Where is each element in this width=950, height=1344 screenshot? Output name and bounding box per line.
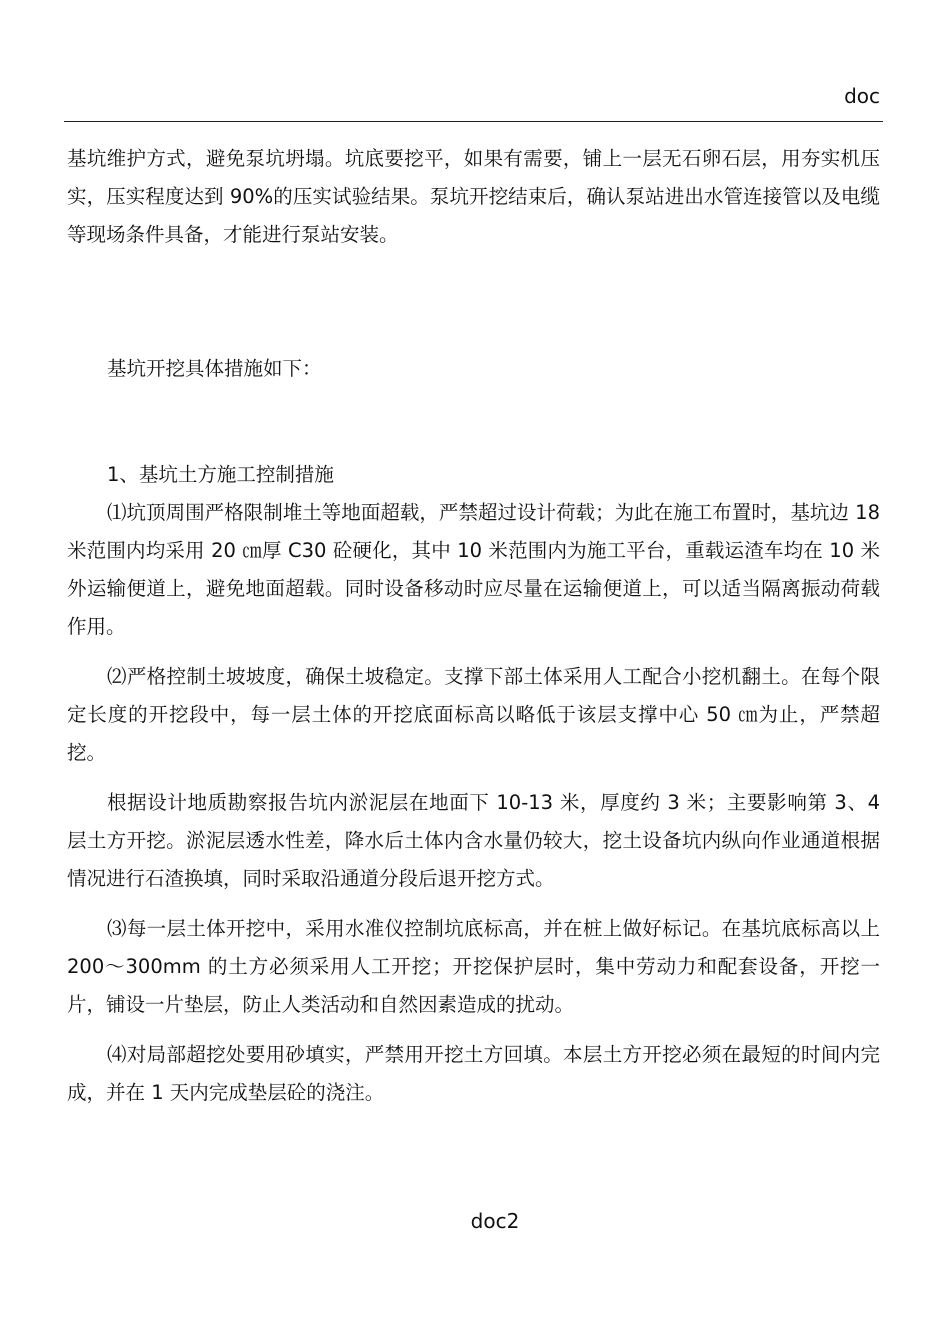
paragraph-item-4: ⑷对局部超挖处要用砂填实，严禁用开挖土方回填。本层土方开挖必须在最短的时间内完成，并在 1 天内完成垫层砼的浇注。 (67, 1043, 880, 1104)
paragraph-continuation: 基坑维护方式，避免泵坑坍塌。坑底要挖平，如果有需要，铺上一层无石卵石层，用夯实机压实，压实程度达到 90%的压实试验结果。泵坑开挖结束后，确认泵站进出水管连接管以及电缆等现场条件具备，才能进行泵站安装。 (67, 147, 880, 246)
document-body (67, 140, 880, 1112)
section-heading: 1、基坑土方施工控制措施 (107, 463, 334, 486)
paragraph-item-3: ⑶每一层土体开挖中，采用水准仪控制坑底标高，并在桩上做好标记。在基坑底标高以上 200～300mm 的土方必须采用人工开挖；开挖保护层时，集中劳动力和配套设备，开挖一片，铺设一片垫层，防止人类活动和自然因素造成的扰动。 (67, 917, 880, 1016)
header-divider (64, 121, 883, 122)
paragraph-item-2: ⑵严格控制土坡坡度，确保土坡稳定。支撑下部土体采用人工配合小挖机翻土。在每个限定长度的开挖段中，每一层土体的开挖底面标高以略低于该层支撑中心 50 ㎝为止，严禁超挖。 (67, 665, 880, 764)
footer-text: doc2 (470, 1209, 520, 1233)
paragraph-geology: 根据设计地质勘察报告坑内淤泥层在地面下 10-13 米，厚度约 3 米；主要影响第 3、4 层土方开挖。淤泥层透水性差，降水后土体内含水量仍较大，挖土设备坑内纵向作业通道根据情况进行石渣换填，同时采取沿通道分段后退开挖方式。 (67, 791, 880, 890)
header-text: doc (844, 84, 880, 108)
paragraph-measures-intro: 基坑开挖具体措施如下： (107, 357, 322, 380)
paragraph-item-1: ⑴坑顶周围严格限制堆土等地面超载，严禁超过设计荷载；为此在施工布置时，基坑边 18 米范围内均采用 20 ㎝厚 C30 砼硬化，其中 10 米范围内为施工平台，重载运渣车均在 10 米外运输便道上，避免地面超载。同时设备移动时应尽量在运输便道上，可以适当隔离振动荷载作用。 (67, 501, 880, 638)
